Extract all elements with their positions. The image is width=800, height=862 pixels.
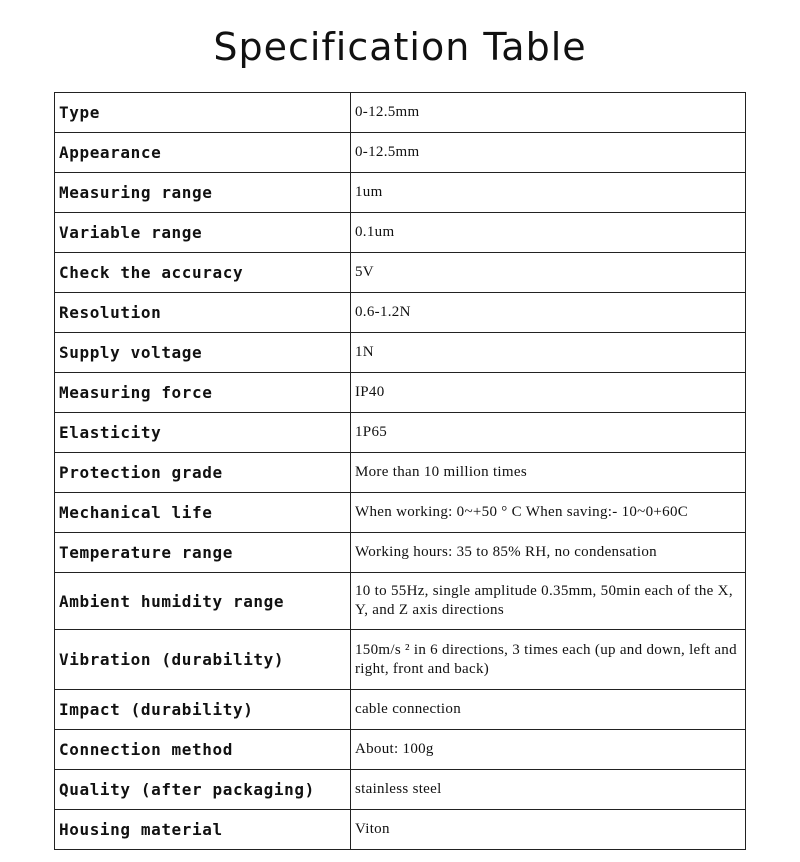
- spec-value: 1um: [351, 173, 746, 213]
- spec-value: More than 10 million times: [351, 453, 746, 493]
- spec-value: About: 100g: [351, 730, 746, 770]
- page-title: Specification Table: [213, 25, 587, 69]
- spec-value: When working: 0~+50 ° C When saving:- 10~0+60C: [351, 493, 746, 533]
- spec-label: Connection method: [55, 730, 351, 770]
- spec-value: 0.1um: [351, 213, 746, 253]
- table-row: [55, 573, 746, 630]
- table-row: [55, 133, 746, 173]
- table-row: [55, 253, 746, 293]
- table-row: [55, 810, 746, 850]
- spec-value: 150m/s ² in 6 directions, 3 times each (up and down, left and right, front and back): [351, 630, 746, 690]
- table-row: [55, 690, 746, 730]
- spec-value: 1N: [351, 333, 746, 373]
- spec-label: Variable range: [55, 213, 351, 253]
- table-row: [55, 213, 746, 253]
- spec-label: Housing material: [55, 810, 351, 850]
- spec-table: [54, 92, 746, 850]
- table-row: [55, 453, 746, 493]
- table-row: [55, 533, 746, 573]
- table-row: [55, 93, 746, 133]
- spec-label: Ambient humidity range: [55, 573, 351, 630]
- spec-value: 10 to 55Hz, single amplitude 0.35mm, 50min each of the X, Y, and Z axis directions: [351, 573, 746, 630]
- spec-label: Appearance: [55, 133, 351, 173]
- table-row: [55, 333, 746, 373]
- spec-value: IP40: [351, 373, 746, 413]
- spec-label: Mechanical life: [55, 493, 351, 533]
- spec-value: Working hours: 35 to 85% RH, no condensation: [351, 533, 746, 573]
- table-row: [55, 293, 746, 333]
- spec-value: Viton: [351, 810, 746, 850]
- spec-label: Measuring force: [55, 373, 351, 413]
- table-row: [55, 173, 746, 213]
- spec-label: Measuring range: [55, 173, 351, 213]
- spec-value: 5V: [351, 253, 746, 293]
- table-row: [55, 730, 746, 770]
- spec-value: 0.6-1.2N: [351, 293, 746, 333]
- spec-label: Type: [55, 93, 351, 133]
- spec-label: Supply voltage: [55, 333, 351, 373]
- spec-label: Quality (after packaging): [55, 770, 351, 810]
- table-row: [55, 493, 746, 533]
- spec-label: Elasticity: [55, 413, 351, 453]
- spec-label: Impact (durability): [55, 690, 351, 730]
- spec-label: Vibration (durability): [55, 630, 351, 690]
- table-row: [55, 413, 746, 453]
- table-row: [55, 630, 746, 690]
- spec-value: stainless steel: [351, 770, 746, 810]
- spec-label: Protection grade: [55, 453, 351, 493]
- spec-label: Resolution: [55, 293, 351, 333]
- table-row: [55, 770, 746, 810]
- spec-value: 0-12.5mm: [351, 93, 746, 133]
- spec-value: 1P65: [351, 413, 746, 453]
- table-row: [55, 373, 746, 413]
- spec-value: cable connection: [351, 690, 746, 730]
- spec-value: 0-12.5mm: [351, 133, 746, 173]
- spec-label: Temperature range: [55, 533, 351, 573]
- spec-label: Check the accuracy: [55, 253, 351, 293]
